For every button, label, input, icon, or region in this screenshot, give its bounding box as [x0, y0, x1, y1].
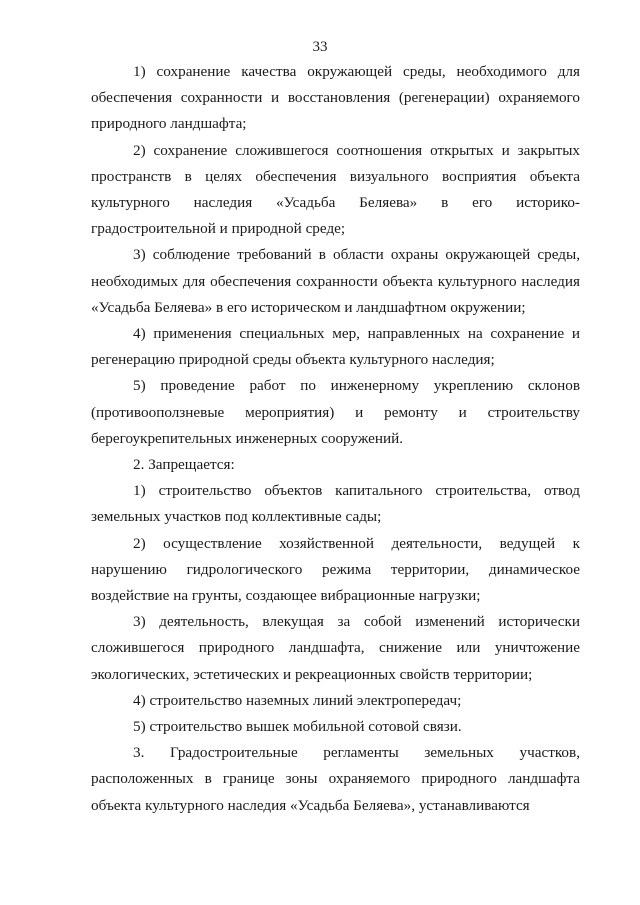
- prohibited-item-3: 3) деятельность, влекущая за собой изменений исторически сложившегося природного ландшафта, снижение или уничтожение экологических, эстетических и рекреационных свойств территории;: [91, 613, 580, 683]
- page-number: 33: [312, 39, 328, 55]
- section-heading-prohibited: 2. Запрещается:: [133, 456, 235, 474]
- prohibited-item-4: 4) строительство наземных линий электропередач;: [133, 691, 462, 709]
- document-body: [91, 59, 580, 819]
- prohibited-item-1: 1) строительство объектов капитального строительства, отвод земельных участков под коллективные сады;: [91, 482, 580, 526]
- prohibited-item-2: 2) осуществление хозяйственной деятельности, ведущей к нарушению гидрологического режима территории, динамическое воздействие на грунты, создающее вибрационные нагрузки;: [91, 534, 580, 605]
- paragraph-item-4: 4) применения специальных мер, направленных на сохранение и регенерацию природной среды объекта культурного наследия;: [91, 325, 580, 369]
- paragraph-item-1: 1) сохранение качества окружающей среды, необходимого для обеспечения сохранности и восстановления (регенерации) охраняемого природного ландшафта;: [91, 63, 580, 133]
- paragraph-item-3: 3) соблюдение требований в области охраны окружающей среды, необходимых для обеспечения сохранности объекта культурного наследия «Усадьба Беляева» в его историческом и ландшафтном окружении;: [91, 246, 580, 316]
- paragraph-item-5: 5) проведение работ по инженерному укреплению склонов (противооползневые мероприятия) и ремонту и строительству берегоукрепительных инженерных сооружений.: [91, 377, 580, 447]
- paragraph-item-2: 2) сохранение сложившегося соотношения открытых и закрытых пространств в целях обеспечения визуального восприятия объекта культурного наследия «Усадьба Беляева» в его историко-градостроительной и природной среде;: [91, 141, 580, 238]
- prohibited-item-5: 5) строительство вышек мобильной сотовой связи.: [133, 718, 462, 736]
- section-3-paragraph: 3. Градостроительные регламенты земельных участков, расположенных в границе зоны охраняемого природного ландшафта объекта культурного наследия «Усадьба Беляева», устанавливаются: [91, 744, 580, 814]
